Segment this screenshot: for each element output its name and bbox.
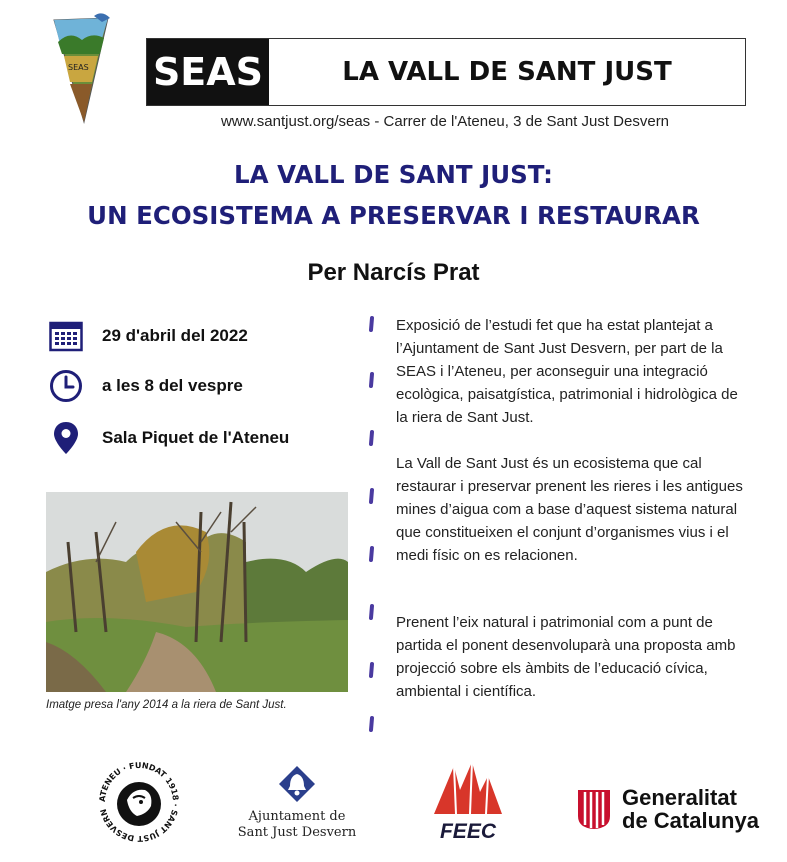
generalitat-text — [622, 786, 759, 832]
generalitat-line2: de Catalunya — [622, 808, 759, 833]
info-place — [48, 420, 289, 456]
calendar-icon — [48, 318, 84, 354]
svg-text:SEAS: SEAS — [68, 63, 89, 72]
time-text: a les 8 del vespre — [102, 376, 243, 395]
generalitat-logo — [576, 786, 759, 832]
place-text: Sala Piquet de l'Ateneu — [102, 428, 290, 447]
info-date — [48, 318, 248, 354]
dashed-divider — [364, 314, 378, 734]
ajuntament-line2: Sant Just Desvern — [237, 825, 357, 840]
seas-logo — [48, 12, 114, 128]
clock-icon — [48, 368, 84, 404]
header-banner — [146, 38, 746, 106]
seas-badge: SEAS — [147, 39, 269, 105]
feec-logo — [432, 762, 504, 842]
generalitat-line1: Generalitat — [622, 785, 737, 810]
main-title-line2: UN ECOSISTEMA A PRESERVAR I RESTAURAR — [87, 201, 700, 230]
paragraph-3: Prenent l’eix natural i patrimonial com a punt de partida el ponent desenvoluparà una proposta amb projecció sobre els àmbits de l’educació cívica, ambiental i científica. — [396, 614, 736, 700]
ateneu-logo — [97, 760, 181, 844]
photo-caption: Imatge presa l'any 2014 a la riera de Sant Just. — [46, 699, 287, 711]
ajuntament-logo — [232, 764, 362, 848]
location-pin-icon — [48, 420, 84, 456]
header-url-line: www.santjust.org/seas - Carrer de l'Ateneu, 3 de Sant Just Desvern — [220, 113, 670, 130]
date-text: 29 d'abril del 2022 — [102, 326, 248, 345]
author: Per Narcís Prat — [307, 259, 480, 286]
info-time — [48, 368, 243, 404]
main-title-line1: LA VALL DE SANT JUST: — [234, 160, 553, 189]
header-title: LA VALL DE SANT JUST — [342, 57, 672, 87]
riera-photo — [46, 492, 348, 692]
svg-text:FEEC: FEEC — [439, 820, 497, 842]
ajuntament-line1: Ajuntament de — [248, 809, 346, 824]
paragraph-2: La Vall de Sant Just és un ecosistema que cal restaurar i preservar prenent les rieres i les antigues mines d’aigua com a base d’aquest sistema natural que constitueixen el conjunt d’organismes vius i el medi físic on es relacionen. — [396, 455, 743, 564]
svg-text:ATENEU · FUNDAT 1918 · SANT JU: ATENEU · FUNDAT 1918 · SANT JUST DESVERN — [97, 760, 181, 844]
generalitat-emblem-icon — [576, 788, 612, 830]
paragraph-1: Exposició de l’estudi fet que ha estat plantejat a l’Ajuntament de Sant Just Desvern, per part de la SEAS i l’Ateneu, per aconseguir una integració ecològica, paisatgística, patrimonial i hidrològica de la riera de Sant Just. — [396, 317, 738, 426]
ajuntament-emblem-icon — [277, 764, 317, 804]
